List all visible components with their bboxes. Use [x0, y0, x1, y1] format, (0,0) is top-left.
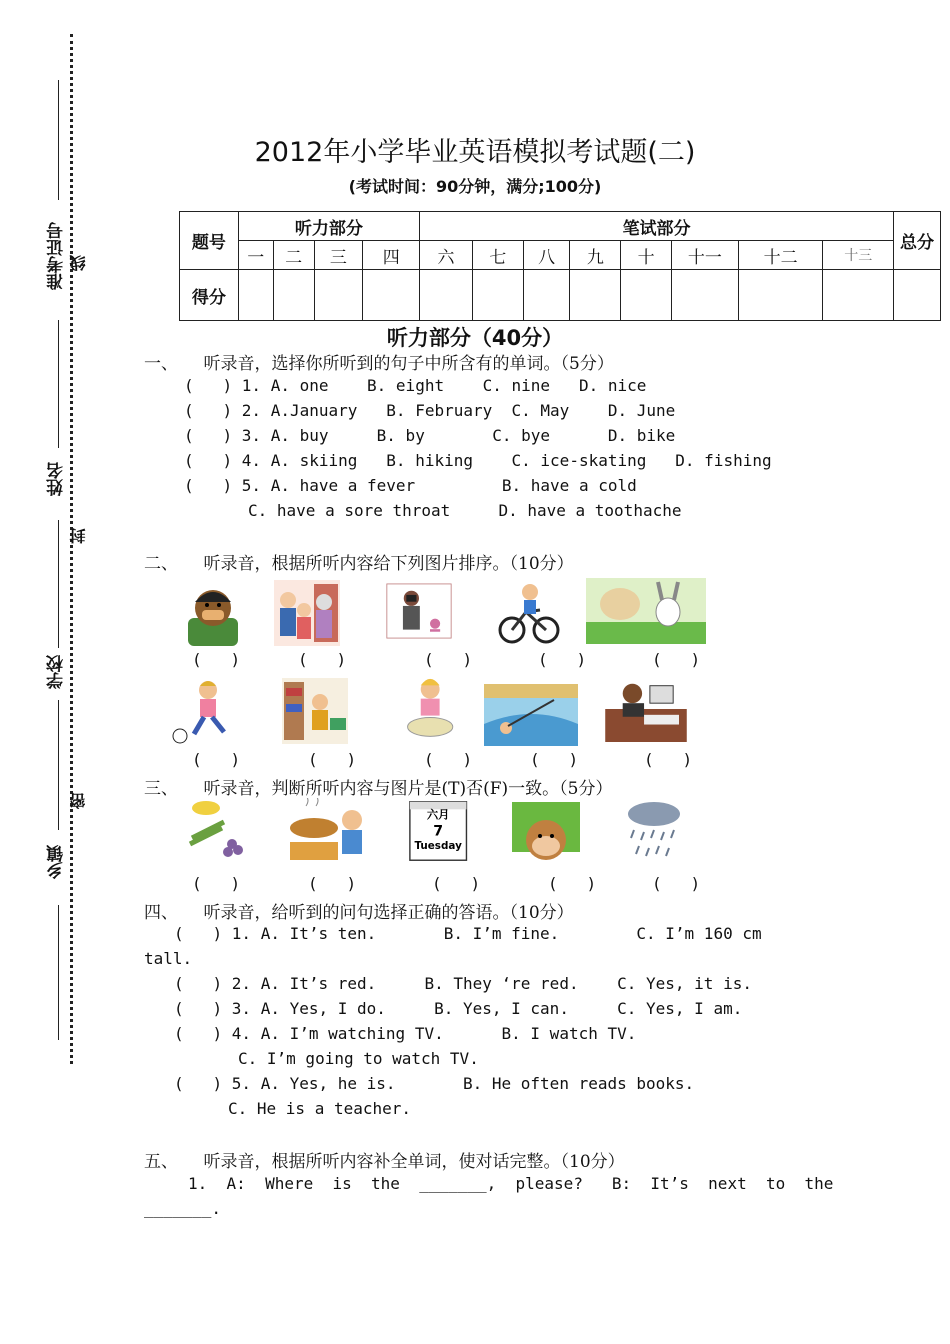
school-underline: [58, 520, 59, 648]
score-box[interactable]: [894, 270, 941, 321]
animals-picture: [586, 578, 706, 644]
col-7: 七: [472, 241, 523, 270]
tihao-cell: 题号: [180, 212, 239, 270]
calendar-weekday: Tuesday: [414, 839, 462, 852]
s3-answer-5[interactable]: ( ): [652, 874, 701, 893]
s1-q2: ( ) 2. A.January B. February C. May D. June: [184, 401, 676, 420]
calendar-picture: [406, 798, 476, 864]
col-3: 三: [314, 241, 363, 270]
cycling-boy-picture: [496, 580, 562, 646]
s1-q4: ( ) 4. A. skiing B. hiking C. ice-skating D. fishing: [184, 451, 772, 470]
s2-answer-4[interactable]: ( ): [538, 650, 587, 669]
s4-q2: ( ) 2. A. It’s red. B. They ‘re red. C. Yes, it is.: [174, 974, 752, 993]
s3-answer-2[interactable]: ( ): [308, 874, 357, 893]
s1-q5-cont: C. have a sore throat D. have a toothache: [248, 501, 682, 520]
score-box[interactable]: [570, 270, 621, 321]
col-4: 四: [363, 241, 420, 270]
family-picture: [274, 580, 340, 646]
football-girl-picture: [168, 678, 244, 744]
cut-line-label: 线: [69, 255, 88, 271]
exam-subtitle: (考试时间：90分钟，满分;100分): [348, 177, 602, 196]
s2-answer-7[interactable]: ( ): [308, 750, 357, 769]
col-8: 八: [523, 241, 570, 270]
exam-title: 2012年小学毕业英语模拟考试题(二): [254, 137, 696, 168]
washing-girl-picture: [398, 676, 468, 742]
score-box[interactable]: [314, 270, 363, 321]
s4-q1-cont: tall.: [144, 949, 193, 968]
fruits-vegetables-picture: [184, 798, 248, 864]
s4-q5: ( ) 5. A. Yes, he is. B. He often reads books.: [174, 1074, 695, 1093]
score-box[interactable]: [621, 270, 672, 321]
s4-q4-cont: C. I’m going to watch TV.: [238, 1049, 479, 1068]
town-underline: [58, 700, 59, 830]
s2-answer-5[interactable]: ( ): [652, 650, 701, 669]
s2-answer-10[interactable]: ( ): [644, 750, 693, 769]
calendar-day: 7: [433, 823, 444, 840]
col-9: 九: [570, 241, 621, 270]
score-table: [179, 211, 941, 321]
town-label: 乡镇: [47, 845, 67, 879]
score-box[interactable]: [823, 270, 894, 321]
col-6: 六: [420, 241, 473, 270]
s2-answer-6[interactable]: ( ): [192, 750, 241, 769]
score-box[interactable]: [523, 270, 570, 321]
col-13: 十三: [823, 241, 894, 270]
total-cell: 总分: [894, 212, 941, 270]
col-11: 十一: [672, 241, 739, 270]
score-box[interactable]: [363, 270, 420, 321]
score-box[interactable]: [738, 270, 823, 321]
s5-q1-cont: _______.: [144, 1199, 222, 1218]
s2-answer-2[interactable]: ( ): [298, 650, 347, 669]
exam-no-label: 准考证号: [47, 222, 67, 290]
fishing-boy-picture: [484, 682, 578, 748]
s5-title: 五、 听录音，根据所听内容补全单词，使对话完整。（10分）: [144, 1152, 625, 1172]
library-girl-picture: [282, 678, 348, 744]
listening-header-cell: 听力部分: [238, 212, 419, 241]
calendar-month: 六月: [426, 808, 450, 822]
s1-q1: ( ) 1. A. one B. eight C. nine D. nice: [184, 376, 647, 395]
toothache-boy-picture: [180, 580, 246, 646]
s4-q5-cont: C. He is a teacher.: [228, 1099, 412, 1118]
listening-section-header: 听力部分（40分）: [386, 326, 564, 350]
s4-q4: ( ) 4. A. I’m watching TV. B. I watch TV.: [174, 1024, 637, 1043]
school-label: 学校: [47, 655, 67, 689]
score-box[interactable]: [420, 270, 473, 321]
score-box[interactable]: [672, 270, 739, 321]
seal-label: 封: [69, 528, 88, 544]
s3-answer-4[interactable]: ( ): [548, 874, 597, 893]
s1-title: 一、 听录音，选择你所听到的句子中所含有的单词。（5分）: [144, 354, 614, 374]
s2-answer-9[interactable]: ( ): [530, 750, 579, 769]
s3-title: 三、 听录音，判断所听内容与图片是(T)否(F)一致。（5分）: [144, 779, 613, 799]
photographer-picture: [386, 578, 452, 644]
s4-q1: ( ) 1. A. It’s ten. B. I’m fine. C. I’m 160 cm: [174, 924, 762, 943]
s2-title: 二、 听录音，根据所听内容给下列图片排序。（10分）: [144, 554, 574, 574]
monkey-picture: [510, 800, 582, 866]
s4-q3: ( ) 3. A. Yes, I do. B. Yes, I can. C. Yes, I am.: [174, 999, 743, 1018]
col-1: 一: [238, 241, 273, 270]
rain-picture: [620, 800, 686, 866]
bottom-underline: [58, 905, 59, 1040]
secret-label: 密: [69, 793, 88, 809]
s5-q1: 1. A: Where is the _______, please? B: It’s next to the: [188, 1174, 834, 1193]
score-box[interactable]: [238, 270, 273, 321]
office-man-picture: [604, 676, 688, 742]
score-box[interactable]: [472, 270, 523, 321]
writing-header-cell: 笔试部分: [420, 212, 894, 241]
s2-answer-1[interactable]: ( ): [192, 650, 241, 669]
s2-answer-8[interactable]: ( ): [424, 750, 473, 769]
s3-answer-1[interactable]: ( ): [192, 874, 241, 893]
s1-q5: ( ) 5. A. have a fever B. have a cold: [184, 476, 637, 495]
score-box[interactable]: [273, 270, 314, 321]
s4-title: 四、 听录音，给听到的问句选择正确的答语。（10分）: [144, 903, 574, 923]
defen-cell: 得分: [180, 270, 239, 321]
col-10: 十: [621, 241, 672, 270]
col-2: 二: [273, 241, 314, 270]
s2-answer-3[interactable]: ( ): [424, 650, 473, 669]
s1-q3: ( ) 3. A. buy B. by C. bye D. bike: [184, 426, 676, 445]
name-label: 姓名: [47, 462, 67, 496]
col-12: 十二: [738, 241, 823, 270]
hotpot-picture: [286, 798, 370, 864]
s3-answer-3[interactable]: ( ): [432, 874, 481, 893]
